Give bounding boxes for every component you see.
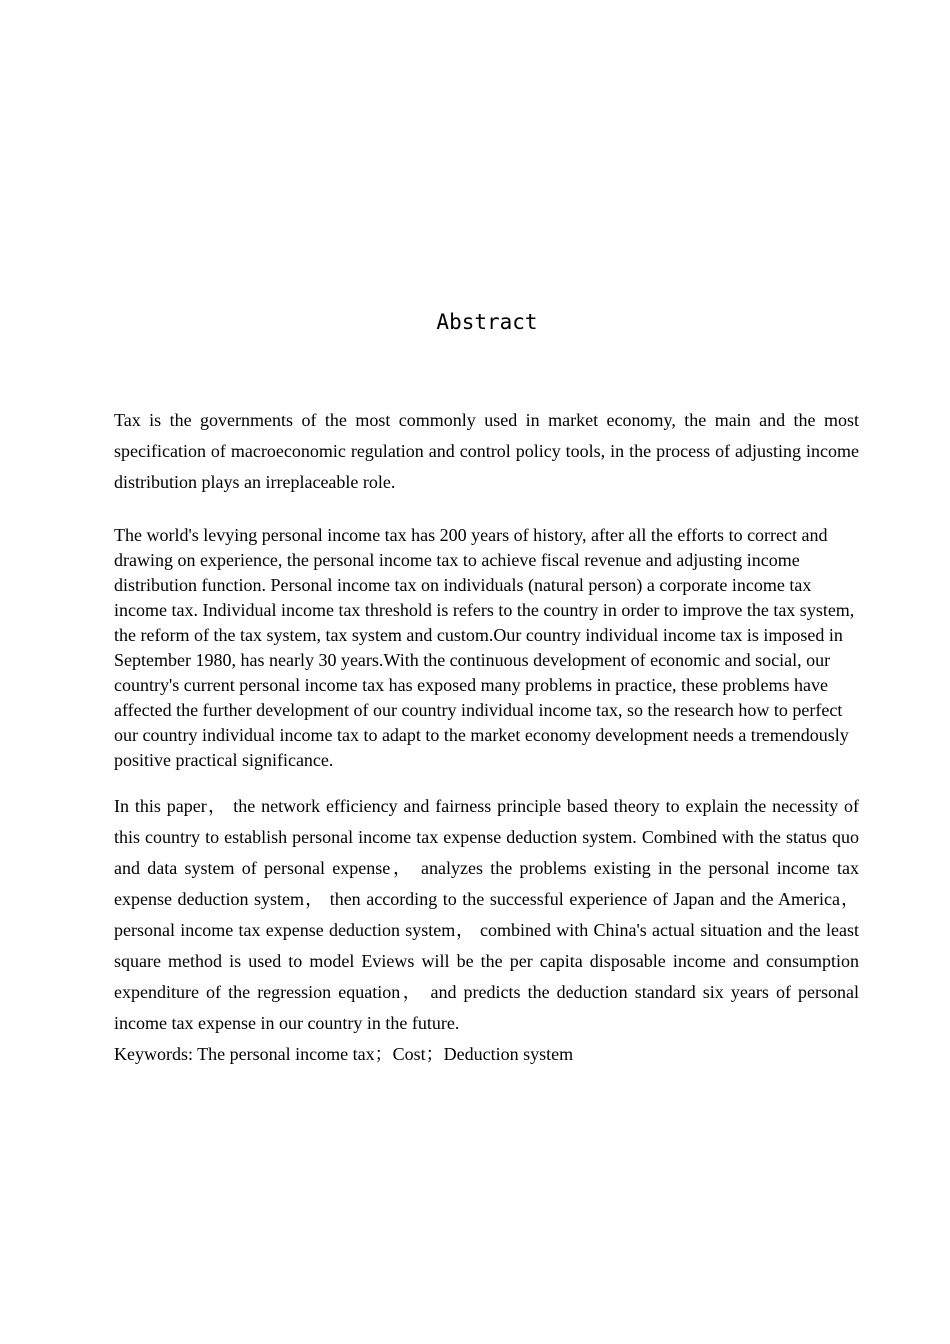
keywords-line: Keywords: The personal income tax；Cost；Deduction system [114, 1044, 574, 1064]
abstract-paragraph-2: The world's levying personal income tax has 200 years of history, after all the efforts to correct and drawing on experience, the personal income tax to achieve fiscal revenue and adjusting income distribution function. Personal income tax on individuals (natural person) a corporate income tax income tax. Individual income tax threshold is refers to the country in order to improve the tax system, the reform of the tax system, tax system and custom.Our country individual income tax is imposed in September 1980, has nearly 30 years.With the continuous development of economic and social, our country's current personal income tax has exposed many problems in practice, these problems have affected the further development of our country individual income tax, so the research how to perfect our country individual income tax to adapt to the market economy development needs a tremendously positive practical significance. [114, 525, 855, 770]
abstract-paragraph-1: Tax is the governments of the most commonly used in market economy, the main and the most specification of macroeconomic regulation and control policy tools, in the process of adjusting income distribution plays an irreplaceable role. [114, 410, 859, 492]
abstract-title: Abstract [436, 310, 538, 334]
abstract-paragraph-3: In this paper， the network efficiency and fairness principle based theory to explain the necessity of this country to establish personal income tax expense deduction system. Combined with the status quo and data system of personal expense， analyzes the problems existing in the personal income tax expense deduction system， then according to the successful experience of Japan and the America， personal income tax expense deduction system， combined with China's actual situation and the least square method is used to model Eviews will be the per capita disposable income and consumption expenditure of the regression equation， and predicts the deduction standard six years of personal income tax expense in our country in the future. [114, 796, 859, 1033]
